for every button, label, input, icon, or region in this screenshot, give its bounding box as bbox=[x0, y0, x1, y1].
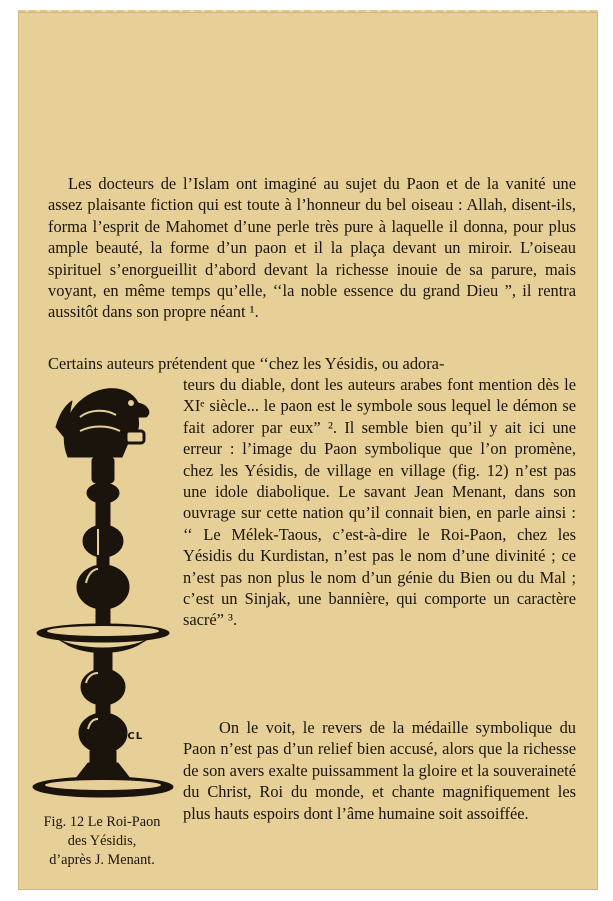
peacock-standard-icon bbox=[28, 383, 178, 803]
caption-line: d’après J. Menant. bbox=[49, 852, 155, 868]
roi-paon-figure bbox=[28, 383, 178, 803]
figure-caption bbox=[28, 813, 176, 870]
paragraph-3: On le voit, le revers de la médaille symbolique du Paon n’est pas d’un relief bien accusé, alors que la richesse de son avers exalte puissamment la gloire et la souveraineté du Christ, Roi du monde, et chante magnifiquement les plus hauts espoirs dont l’âme humaine soit assoiffée. bbox=[183, 718, 576, 823]
caption-line: Fig. 12 Le Roi-Paon bbox=[43, 814, 161, 830]
paragraph-1: Les docteurs de l’Islam ont imaginé au sujet du Paon et de la vanité une assez plaisante fiction qui est toute à l’honneur du bel oiseau : Allah, disent-ils, forma l’esprit de Mahomet d’une perle très pure à laquelle il donna, pour plus ample beauté, la forme d’un paon et il la plaça devant un miroir. L’oiseau spirituel s’enorgueillit d’abord devant la richesse inouie de sa parure, mais voyant, en même temps qu’elle, ‘‘la noble essence du grand Dieu ”, il rentra aussitôt dans son propre néant ¹. bbox=[48, 174, 576, 322]
caption-line: des Yésidis, bbox=[67, 833, 137, 849]
paragraph-2-body: teurs du diable, dont les auteurs arabes font mention dès le XIᵉ siècle... le paon est le symbole sous lequel le démon se fait adorer par eux” ². Il semble bien qu’il y ait ici une erreur : l’image du Paon symbolique que l’on promène, chez les Yésidis, de village en village (fig. 12) n’est pas une idole diabolique. Le savant Jean Menant, dans son ouvrage sur cette nation qu’il connait bien, en parle ainsi : ‘‘ Le Mélek-Taous, c’est-à-dire le Roi-Paon, chez les Yésidis du Kurdistan, n’est pas le nom d’une divinité ; ce n’est pas non plus le nom d’un génie du Bien ou du Mal ; c’est un Sinjak, une bannière, qui comporte un caractère sacré” ³. bbox=[183, 375, 576, 630]
artist-signature: LCL bbox=[120, 731, 144, 742]
paragraph-2-first-line: Certains auteurs prétendent que ‘‘chez les Yésidis, ou adora- bbox=[48, 354, 445, 373]
